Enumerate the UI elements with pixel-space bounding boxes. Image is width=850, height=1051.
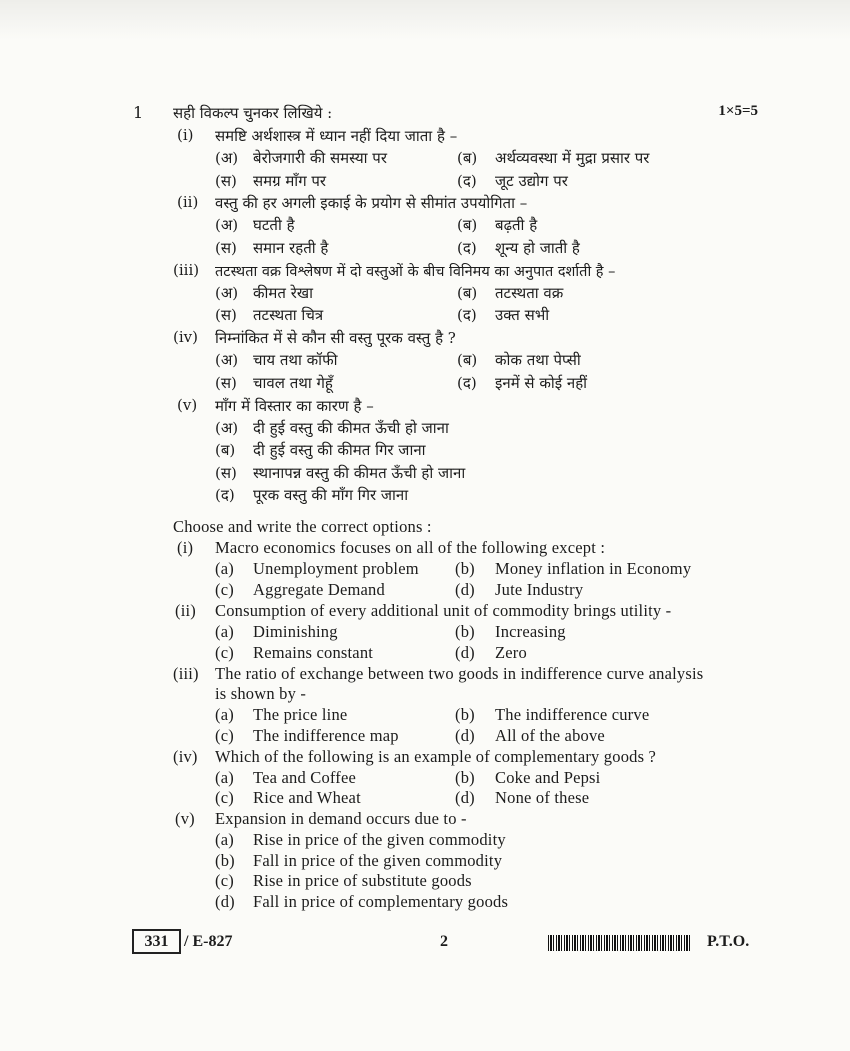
option-text: चावल तथा गेहूँ xyxy=(253,374,333,392)
hindi-q1-text: समष्टि अर्थशास्त्र में ध्यान नहीं दिया जाता है – xyxy=(215,127,458,145)
english-q2-text: Consumption of every additional unit of commodity brings utility - xyxy=(215,601,672,620)
option-text: None of these xyxy=(495,788,590,807)
option-text: Aggregate Demand xyxy=(253,580,385,599)
option-label: (अ) xyxy=(215,284,239,302)
option-label: (a) xyxy=(215,559,234,578)
english-instruction: Choose and write the correct options : xyxy=(173,517,432,536)
option-text: The indifference curve xyxy=(495,705,650,724)
option-text: जूट उद्योग पर xyxy=(495,172,568,190)
english-q3-label: (iii) xyxy=(173,664,199,683)
option-text: All of the above xyxy=(495,726,605,745)
option-label: (स) xyxy=(215,172,237,190)
option-label: (ब) xyxy=(457,216,478,234)
option-text: चाय तथा कॉफी xyxy=(253,351,338,369)
english-q1-label: (i) xyxy=(177,538,194,557)
english-q5-label: (v) xyxy=(175,809,195,828)
option-text: अर्थव्यवस्था में मुद्रा प्रसार पर xyxy=(495,149,650,167)
option-label: (स) xyxy=(215,239,237,257)
option-label: (d) xyxy=(455,788,475,807)
option-text: The price line xyxy=(253,705,348,724)
option-text: तटस्थता वक्र xyxy=(495,284,564,302)
page-number: 2 xyxy=(440,933,448,950)
option-label: (द) xyxy=(457,239,477,257)
scan-shadow xyxy=(0,0,850,40)
option-text: Increasing xyxy=(495,622,566,641)
option-label: (द) xyxy=(457,172,477,190)
option-text: शून्य हो जाती है xyxy=(495,239,580,257)
option-text: दी हुई वस्तु की कीमत ऊँची हो जाना xyxy=(253,419,449,437)
hindi-q5-label: (v) xyxy=(177,396,198,414)
option-label: (अ) xyxy=(215,216,239,234)
option-label: (d) xyxy=(455,726,475,745)
option-text: The indifference map xyxy=(253,726,399,745)
option-label: (c) xyxy=(215,871,234,890)
option-text: उक्त सभी xyxy=(495,306,550,324)
english-q3-text-cont: is shown by - xyxy=(215,684,307,703)
hindi-q4-text: निम्नांकित में से कौन सी वस्तु पूरक वस्तु है ? xyxy=(215,329,456,347)
option-label: (d) xyxy=(215,892,235,911)
option-text: पूरक वस्तु की माँग गिर जाना xyxy=(253,486,409,504)
option-text: स्थानापन्न वस्तु की कीमत ऊँची हो जाना xyxy=(253,464,466,482)
barcode-icon xyxy=(548,935,690,951)
option-label: (d) xyxy=(455,580,475,599)
hindi-instruction: सही विकल्प चुनकर लिखिये : xyxy=(173,104,333,122)
option-label: (b) xyxy=(455,622,475,641)
hindi-q2-text: वस्तु की हर अगली इकाई के प्रयोग से सीमांत उपयोगिता – xyxy=(215,194,528,212)
option-text: दी हुई वस्तु की कीमत गिर जाना xyxy=(253,441,426,459)
option-label: (स) xyxy=(215,306,237,324)
option-label: (ब) xyxy=(457,149,478,167)
option-text: Remains constant xyxy=(253,643,374,662)
option-text: कोक तथा पेप्सी xyxy=(495,351,581,369)
option-label: (a) xyxy=(215,830,234,849)
option-label: (b) xyxy=(455,705,475,724)
option-label: (b) xyxy=(455,559,475,578)
option-label: (अ) xyxy=(215,351,239,369)
option-text: Zero xyxy=(495,643,527,662)
option-text: Diminishing xyxy=(253,622,338,641)
option-label: (अ) xyxy=(215,419,239,437)
option-text: Jute Industry xyxy=(495,580,584,599)
option-text: बेरोजगारी की समस्या पर xyxy=(253,149,387,167)
option-label: (द) xyxy=(215,486,235,504)
hindi-q3-text: तटस्थता वक्र विश्लेषण में दो वस्तुओं के बीच विनिमय का अनुपात दर्शाती है – xyxy=(215,264,616,280)
question-number: 1 xyxy=(133,103,144,122)
option-label: (a) xyxy=(215,768,234,787)
option-text: Fall in price of complementary goods xyxy=(253,892,509,911)
english-q2-label: (ii) xyxy=(175,601,196,620)
option-label: (ब) xyxy=(457,351,478,369)
option-text: बढ़ती है xyxy=(495,216,538,234)
hindi-q5-text: माँग में विस्तार का कारण है – xyxy=(215,397,374,415)
option-text: समान रहती है xyxy=(253,239,329,257)
option-label: (स) xyxy=(215,374,237,392)
option-label: (अ) xyxy=(215,149,239,167)
option-text: Coke and Pepsi xyxy=(495,768,601,787)
option-text: Unemployment problem xyxy=(253,559,419,578)
option-text: घटती है xyxy=(253,216,295,234)
option-text: समग्र माँग पर xyxy=(253,172,327,190)
option-text: कीमत रेखा xyxy=(253,284,313,302)
option-text: Rise in price of the given commodity xyxy=(253,830,506,849)
option-label: (c) xyxy=(215,580,234,599)
exam-code: / E-827 xyxy=(184,933,233,950)
option-label: (द) xyxy=(457,306,477,324)
hindi-q1-label: (i) xyxy=(177,126,194,144)
option-label: (b) xyxy=(455,768,475,787)
english-q4-text: Which of the following is an example of complementary goods ? xyxy=(215,747,657,766)
option-label: (स) xyxy=(215,464,237,482)
hindi-q4-label: (iv) xyxy=(173,328,198,346)
english-q3-text: The ratio of exchange between two goods in indifference curve analysis xyxy=(215,664,704,683)
paper-code-box: 331 xyxy=(132,929,181,954)
english-q4-label: (iv) xyxy=(173,747,198,766)
hindi-q3-label: (iii) xyxy=(173,261,200,279)
option-label: (द) xyxy=(457,374,477,392)
option-label: (c) xyxy=(215,788,234,807)
option-label: (a) xyxy=(215,622,234,641)
option-label: (a) xyxy=(215,705,234,724)
option-text: Money inflation in Economy xyxy=(495,559,692,578)
option-text: इनमें से कोई नहीं xyxy=(495,374,588,392)
option-text: Fall in price of the given commodity xyxy=(253,851,503,870)
option-label: (b) xyxy=(215,851,235,870)
option-label: (d) xyxy=(455,643,475,662)
option-text: तटस्थता चित्र xyxy=(253,306,324,324)
marks-allocation: 1×5=5 xyxy=(718,103,758,119)
option-text: Rise in price of substitute goods xyxy=(253,871,472,890)
option-text: Tea and Coffee xyxy=(253,768,357,787)
english-q1-text: Macro economics focuses on all of the following except : xyxy=(215,538,606,557)
option-label: (c) xyxy=(215,726,234,745)
option-label: (ब) xyxy=(215,441,236,459)
english-q5-text: Expansion in demand occurs due to - xyxy=(215,809,467,828)
option-label: (c) xyxy=(215,643,234,662)
hindi-q2-label: (ii) xyxy=(177,193,199,211)
option-text: Rice and Wheat xyxy=(253,788,361,807)
option-label: (ब) xyxy=(457,284,478,302)
pto-label: P.T.O. xyxy=(707,933,750,950)
